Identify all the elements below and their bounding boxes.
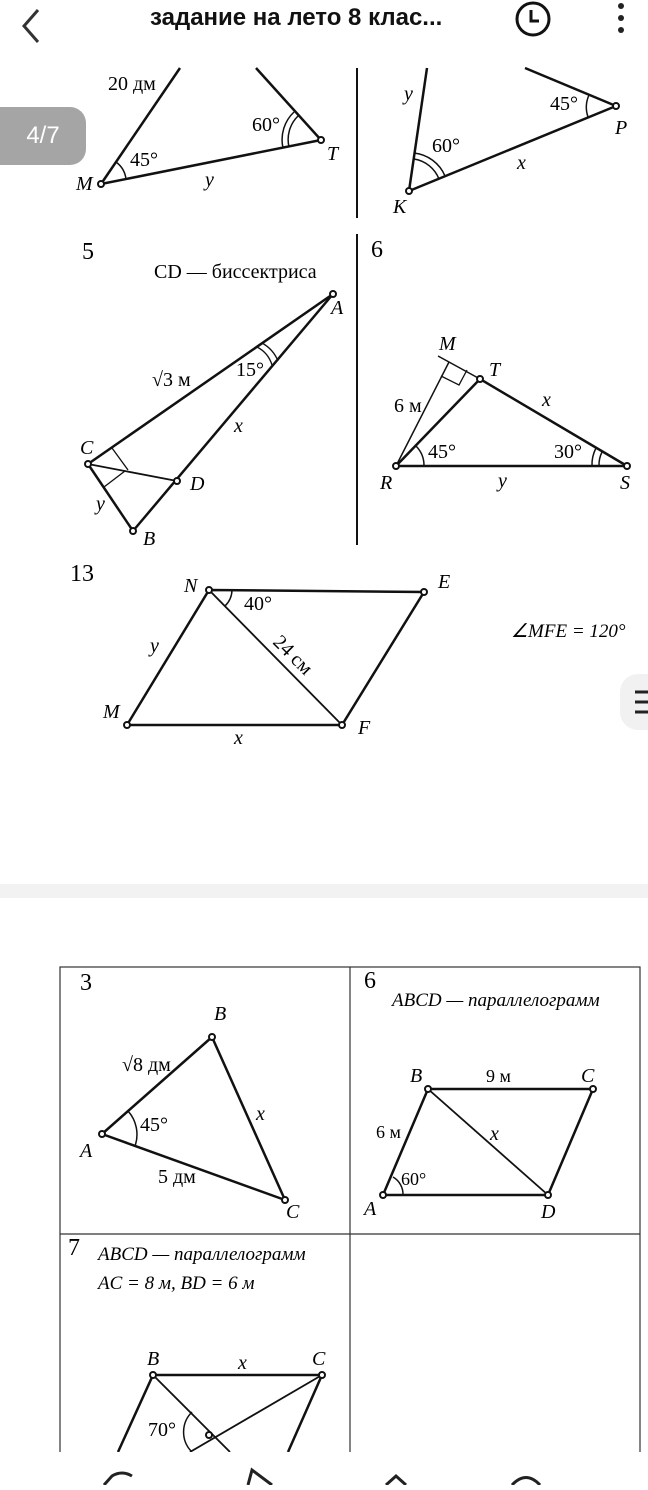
side-label: 9 м bbox=[486, 1066, 511, 1086]
figure-number: 7 bbox=[68, 1235, 80, 1261]
point-label: T bbox=[489, 359, 501, 381]
point-label: B bbox=[143, 528, 156, 550]
point-label: S bbox=[620, 472, 630, 494]
side-label: x bbox=[256, 1103, 265, 1125]
angle-label: 30° bbox=[554, 441, 582, 463]
side-label: √8 дм bbox=[122, 1054, 171, 1076]
point-label: F bbox=[358, 717, 371, 739]
point-label: B bbox=[410, 1065, 423, 1087]
condition-label: ∠MFE = 120° bbox=[511, 621, 626, 642]
side-label: x bbox=[517, 152, 526, 174]
point-label: R bbox=[380, 472, 393, 494]
bottom-toolbar-icons bbox=[0, 1452, 648, 1485]
figure-number: 3 bbox=[80, 970, 92, 996]
page-divider bbox=[0, 884, 648, 898]
point-label: A bbox=[364, 1198, 377, 1220]
upload-icon[interactable] bbox=[386, 1476, 406, 1485]
figure-caption: ABCD — параллелограмм bbox=[392, 990, 600, 1011]
point-label: C bbox=[286, 1201, 300, 1223]
side-label: y bbox=[498, 470, 507, 492]
point-label: A bbox=[331, 297, 344, 319]
point-label: K bbox=[393, 196, 407, 218]
side-label: x bbox=[490, 1123, 499, 1145]
point-label: B bbox=[147, 1348, 160, 1370]
figure-number: 5 bbox=[82, 239, 94, 265]
edit-icon[interactable] bbox=[104, 1473, 132, 1485]
point-label: D bbox=[190, 473, 205, 495]
point-label: M bbox=[103, 701, 120, 723]
point-label: A bbox=[80, 1140, 93, 1162]
point-label: E bbox=[438, 571, 451, 593]
side-label: x bbox=[238, 1352, 247, 1374]
figure-caption: ABCD — параллелограмм bbox=[98, 1244, 306, 1265]
side-label: 6 м bbox=[376, 1122, 401, 1142]
side-label: y bbox=[404, 83, 413, 105]
angle-label: 70° bbox=[148, 1419, 176, 1441]
figure-number: 13 bbox=[70, 561, 94, 587]
point-label: B bbox=[214, 1003, 227, 1025]
point-label: M bbox=[76, 173, 93, 195]
point-label: T bbox=[327, 143, 339, 165]
point-label: C bbox=[312, 1348, 326, 1370]
page-indicator: 4/7 bbox=[0, 107, 86, 165]
point-label: C bbox=[80, 437, 94, 459]
figure-top-left bbox=[75, 68, 340, 195]
side-menu-handle[interactable] bbox=[620, 674, 648, 730]
side-label: y bbox=[150, 635, 159, 657]
point-label: M bbox=[439, 333, 456, 355]
side-label: x bbox=[234, 727, 243, 749]
geometry-figures-page bbox=[0, 898, 648, 1452]
menu-lines-icon bbox=[620, 674, 648, 730]
point-label: C bbox=[581, 1065, 595, 1087]
side-label: √3 м bbox=[152, 369, 191, 391]
angle-label: 40° bbox=[244, 593, 272, 615]
document-title: задание на лето 8 клас... bbox=[150, 4, 443, 31]
side-label: y bbox=[205, 169, 214, 191]
point-label: N bbox=[184, 575, 198, 597]
side-label: 6 м bbox=[394, 395, 422, 417]
angle-label: 45° bbox=[428, 441, 456, 463]
figure-number: 6 bbox=[364, 968, 376, 994]
point-label: D bbox=[541, 1201, 556, 1223]
figure-13 bbox=[70, 561, 626, 749]
document-page-5 bbox=[0, 898, 648, 1452]
figure-3 bbox=[78, 970, 300, 1223]
side-label: x bbox=[234, 415, 243, 437]
figure-top-right bbox=[392, 68, 627, 218]
angle-label: 60° bbox=[252, 114, 280, 136]
bottom-toolbar bbox=[0, 1452, 648, 1485]
share-icon[interactable] bbox=[248, 1470, 272, 1485]
side-label: 5 дм bbox=[158, 1166, 196, 1188]
side-label: 20 дм bbox=[108, 73, 156, 95]
diagonal-label: 24 см bbox=[268, 630, 317, 680]
angle-label: 45° bbox=[130, 149, 158, 171]
figure-5 bbox=[80, 239, 344, 550]
figure-7 bbox=[68, 1235, 326, 1452]
angle-label: 60° bbox=[432, 135, 460, 157]
side-label: y bbox=[96, 493, 105, 515]
side-label: x bbox=[542, 389, 551, 411]
angle-label: 45° bbox=[550, 93, 578, 115]
search-icon[interactable] bbox=[512, 1478, 540, 1486]
figure-6 bbox=[371, 237, 630, 494]
figure-caption: AC = 8 м, BD = 6 м bbox=[98, 1273, 255, 1294]
figure-caption: CD — биссектриса bbox=[154, 261, 317, 283]
angle-label: 15° bbox=[236, 359, 264, 381]
figure-number: 6 bbox=[371, 237, 383, 263]
point-label: P bbox=[615, 117, 628, 139]
figure-6-parallelogram bbox=[362, 968, 600, 1223]
angle-label: 45° bbox=[140, 1114, 168, 1136]
angle-label: 60° bbox=[401, 1169, 427, 1189]
